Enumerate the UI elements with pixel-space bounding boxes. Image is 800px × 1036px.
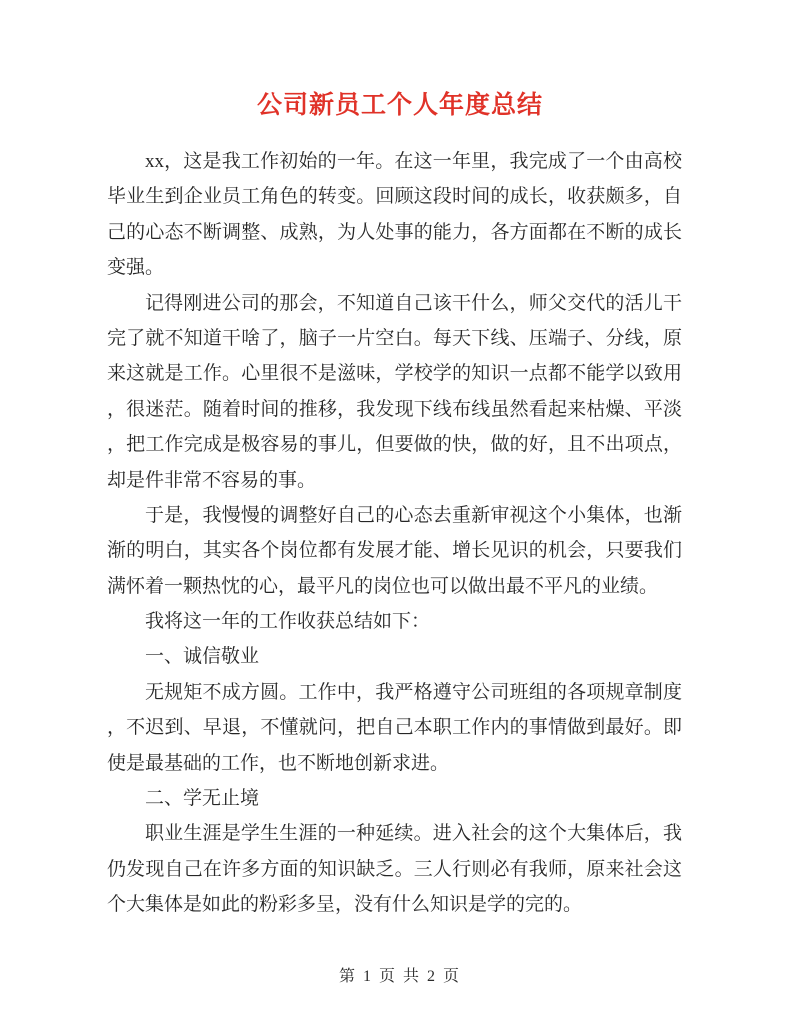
text-line: 记得刚进公司的那会，不知道自己该干什么，师父交代的活儿干 xyxy=(145,292,682,314)
document-body xyxy=(107,144,682,923)
text-line: 来这就是工作。心里很不是滋味，学校学的知识一点都不能学以致用 xyxy=(107,363,682,385)
text-line: 职业生涯是学生生涯的一种延续。进入社会的这个大集体后，我 xyxy=(145,823,682,845)
text-line: 完了就不知道干啥了，脑子一片空白。每天下线、压端子、分线，原 xyxy=(107,327,682,349)
text-line: ，把工作完成是极容易的事儿，但要做的快，做的好，且不出项点， xyxy=(107,434,682,456)
page-number-label: 第 1 页 共 2 页 xyxy=(338,968,461,985)
text-line: 个大集体是如此的粉彩多呈，没有什么知识是学的完的。 xyxy=(107,894,583,916)
text-line: 无规矩不成方圆。工作中，我严格遵守公司班组的各项规章制度 xyxy=(145,681,682,703)
text-line: 二、学无止境 xyxy=(145,788,260,810)
page-footer xyxy=(0,966,800,988)
text-line: 却是件非常不容易的事。 xyxy=(107,469,317,491)
text-line: 毕业生到企业员工角色的转变。回顾这段时间的成长，收获颇多，自 xyxy=(107,186,682,208)
text-line: 己的心态不断调整、成熟，为人处事的能力，各方面都在不断的成长 xyxy=(107,221,682,243)
document-title: 公司新员工个人年度总结 xyxy=(256,91,543,119)
text-line: 一、诚信敬业 xyxy=(145,646,260,668)
text-line: ，很迷茫。随着时间的推移，我发现下线布线虽然看起来枯燥、平淡 xyxy=(107,398,682,420)
text-line: 于是，我慢慢的调整好自己的心态去重新审视这个小集体，也渐 xyxy=(145,504,682,526)
text-line: 渐的明白，其实各个岗位都有发展才能、增长见识的机会，只要我们 xyxy=(107,540,682,562)
text-line: ，不迟到、早退，不懂就问，把自己本职工作内的事情做到最好。即 xyxy=(107,717,682,739)
text-line: 满怀着一颗热忱的心，最平凡的岗位也可以做出最不平凡的业绩。 xyxy=(107,575,659,597)
text-line: 变强。 xyxy=(107,257,165,279)
text-line: xx，这是我工作初始的一年。在这一年里，我完成了一个由高校 xyxy=(145,151,682,172)
text-line: 使是最基础的工作，也不断地创新求进。 xyxy=(107,752,450,774)
text-line: 我将这一年的工作收获总结如下： xyxy=(145,611,431,633)
text-line: 仍发现自己在许多方面的知识缺乏。三人行则必有我师，原来社会这 xyxy=(107,858,682,880)
